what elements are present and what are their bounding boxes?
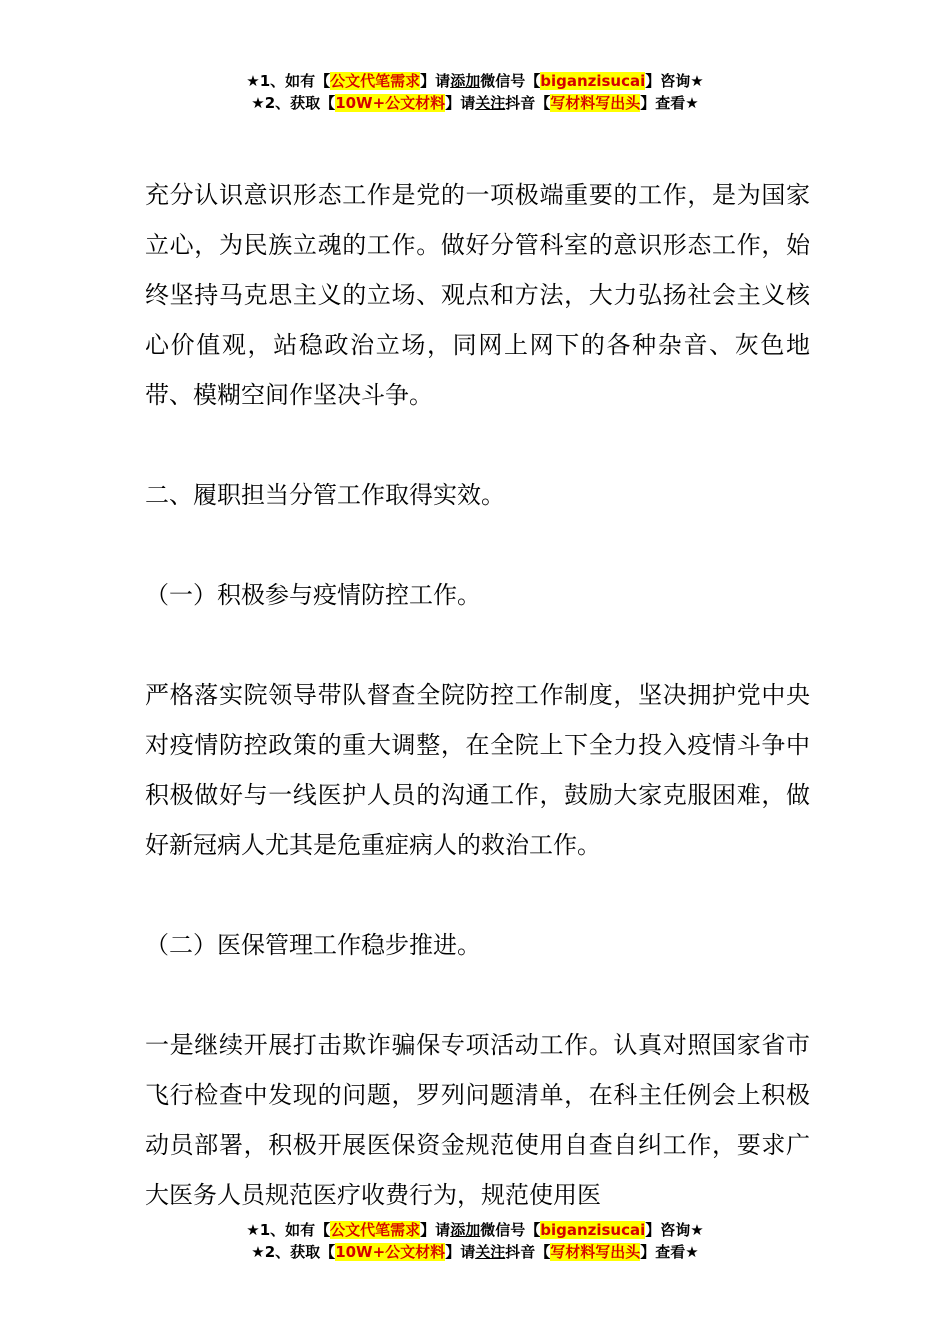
highlight-douyin-account: 写材料写出头: [550, 94, 641, 112]
paragraph-epidemic: 严格落实院领导带队督查全院防控工作制度，坚决拥护党中央对疫情防控政策的重大调整，在全院上下全力投入疫情斗争中积极做好与一线医护人员的沟通工作，鼓励大家克服困难，做好新冠病人尤其是危重症病人的救治工作。: [145, 681, 810, 859]
paragraph-ideology: 充分认识意识形态工作是党的一项极端重要的工作，是为国家立心，为民族立魂的工作。做好分管科室的意识形态工作，始终坚持马克思主义的立场、观点和方法，大力弘扬社会主义核心价值观，站稳政治立场，同网上网下的各种杂音、灰色地带、模糊空间作坚决斗争。: [145, 181, 810, 409]
paragraph-medical-insurance: 一是继续开展打击欺诈骗保专项活动工作。认真对照国家省市飞行检查中发现的问题，罗列问题清单，在科主任例会上积极动员部署，积极开展医保资金规范使用自查自纠工作，要求广大医务人员规范医疗收费行为，规范使用医: [145, 1031, 810, 1209]
highlight-wechat-id: biganzisucai: [540, 72, 646, 90]
highlight-service: 公文代笔需求: [330, 72, 421, 90]
subsection-heading-medical-insurance: （二）医保管理工作稳步推进。: [145, 931, 481, 959]
section-heading-2: 二、履职担当分管工作取得实效。: [145, 481, 505, 509]
highlight-douyin-account: 写材料写出头: [550, 1243, 641, 1261]
highlight-materials: 10W+公文材料: [335, 1243, 446, 1261]
banner-line-1: ★1、如有【公文代笔需求】请添加微信号【biganzisucai】咨询★: [246, 1221, 704, 1239]
footer-banner: [0, 1219, 950, 1263]
header-banner: [0, 70, 950, 114]
highlight-wechat-id: biganzisucai: [540, 1221, 646, 1239]
subsection-heading-epidemic: （一）积极参与疫情防控工作。: [145, 581, 481, 609]
highlight-materials: 10W+公文材料: [335, 94, 446, 112]
banner-line-2: ★2、获取【10W+公文材料】请关注抖音【写材料写出头】查看★: [251, 1243, 699, 1261]
highlight-service: 公文代笔需求: [330, 1221, 421, 1239]
banner-line-2: ★2、获取【10W+公文材料】请关注抖音【写材料写出头】查看★: [251, 94, 699, 112]
banner-line-1: ★1、如有【公文代笔需求】请添加微信号【biganzisucai】咨询★: [246, 72, 704, 90]
document-body: [145, 170, 810, 1220]
